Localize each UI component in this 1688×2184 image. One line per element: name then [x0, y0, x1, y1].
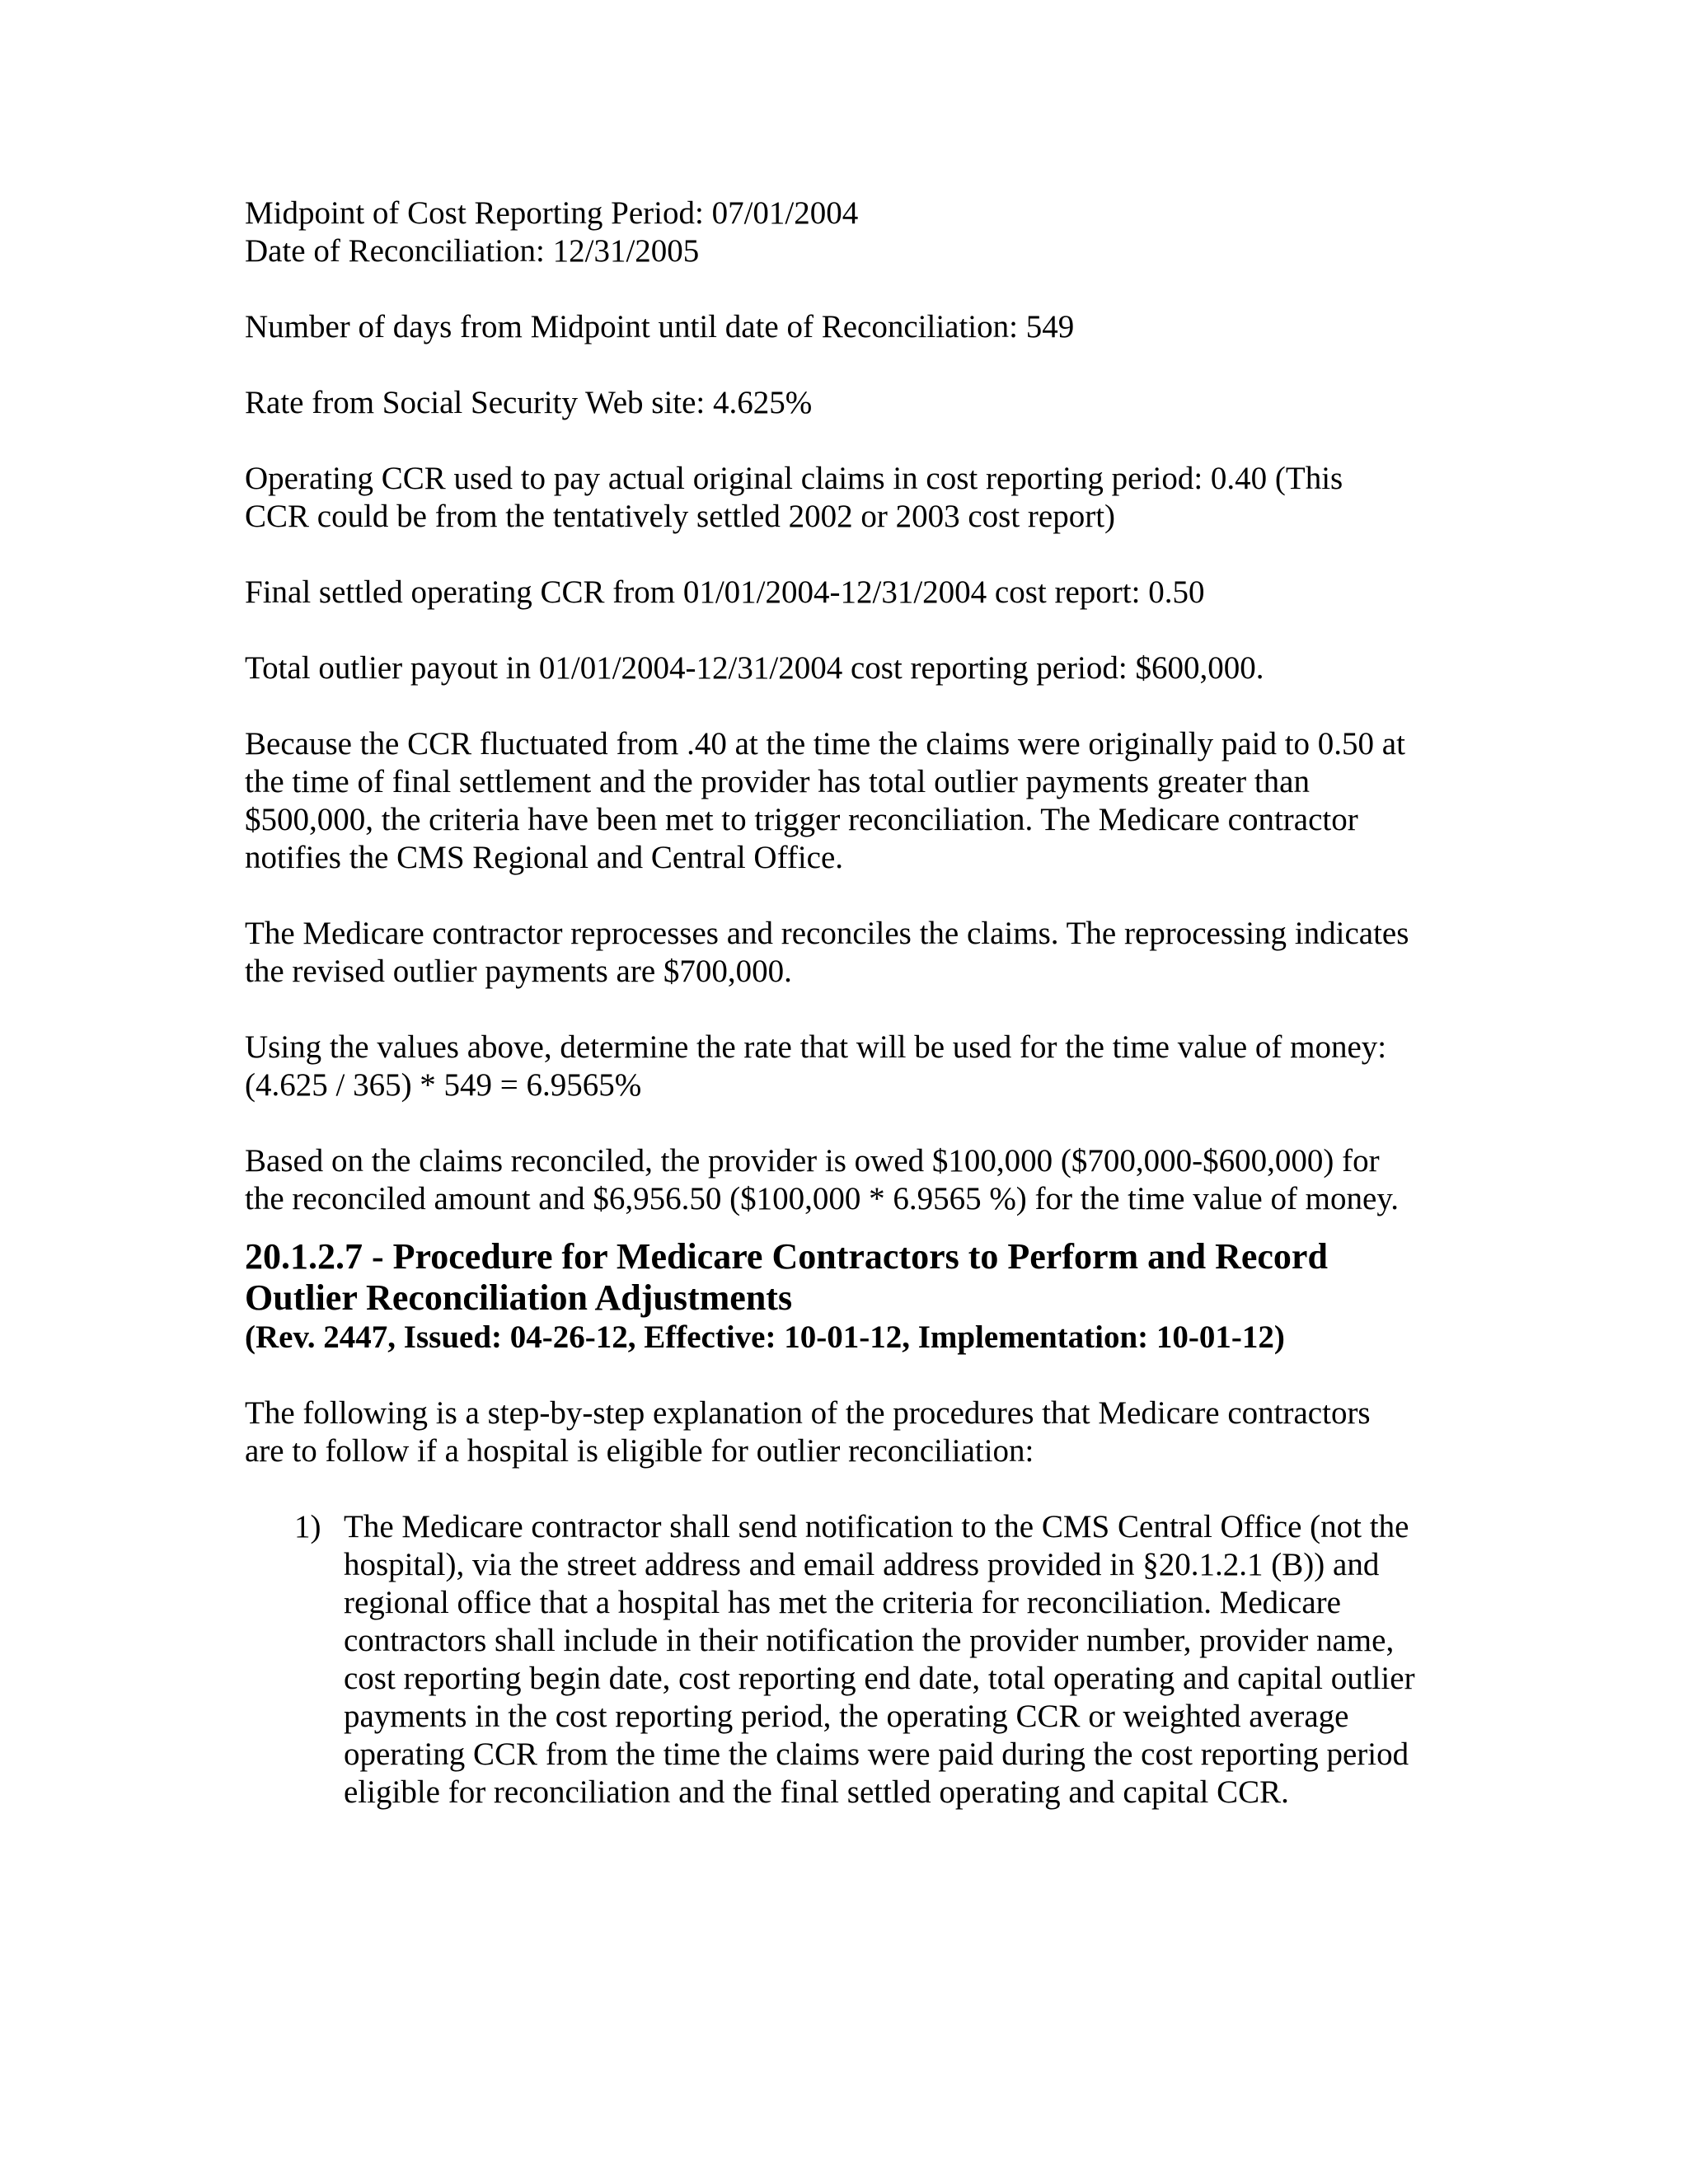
list-item-line: regional office that a hospital has met the criteria for reconciliation. Medicare [344, 1585, 1341, 1620]
because-line-1: Because the CCR fluctuated from .40 at the time the claims were originally paid to 0.50 at [245, 726, 1405, 762]
operating-ccr-line-2: CCR could be from the tentatively settled 2002 or 2003 cost report) [245, 499, 1116, 534]
document-page [245, 194, 1448, 1811]
because-line-2: the time of final settlement and the provider has total outlier payments greater than [245, 764, 1310, 799]
procedure-list [245, 1508, 1448, 1811]
list-item [245, 1508, 1448, 1811]
revision-line: (Rev. 2447, Issued: 04-26-12, Effective: 10-01-12, Implementation: 10-01-12) [245, 1319, 1285, 1355]
intro-line-1: The following is a step-by-step explanation of the procedures that Medicare contractors [245, 1395, 1371, 1431]
list-item-line: operating CCR from the time the claims were paid during the cost reporting period [344, 1736, 1409, 1772]
because-line-3: $500,000, the criteria have been met to trigger reconciliation. The Medicare contractor [245, 802, 1358, 837]
final-ccr-line: Final settled operating CCR from 01/01/2004-12/31/2004 cost report: 0.50 [245, 574, 1205, 610]
section-heading-line-2: Outlier Reconciliation Adjustments [245, 1277, 793, 1318]
list-item-line: hospital), via the street address and email address provided in §20.1.2.1 (B)) and [344, 1547, 1380, 1582]
reprocess-line-1: The Medicare contractor reprocesses and reconciles the claims. The reprocessing indicates [245, 916, 1409, 951]
intro-line-2: are to follow if a hospital is eligible for outlier reconciliation: [245, 1433, 1034, 1469]
list-item-line: cost reporting begin date, cost reporting end date, total operating and capital outlier [344, 1661, 1415, 1696]
total-outlier-line: Total outlier payout in 01/01/2004-12/31/2004 cost reporting period: $600,000. [245, 650, 1264, 686]
days-line: Number of days from Midpoint until date of Reconciliation: 549 [245, 309, 1075, 344]
based-line-2: the reconciled amount and $6,956.50 ($100,000 * 6.9565 %) for the time value of money. [245, 1181, 1400, 1216]
list-item-line: contractors shall include in their notification the provider number, provider name, [344, 1623, 1395, 1658]
reprocess-line-2: the revised outlier payments are $700,000. [245, 954, 792, 989]
using-line-1: Using the values above, determine the rate that will be used for the time value of money: [245, 1029, 1387, 1065]
list-item-line: payments in the cost reporting period, the operating CCR or weighted average [344, 1699, 1349, 1734]
list-item-line: The Medicare contractor shall send notification to the CMS Central Office (not the [344, 1509, 1409, 1544]
section-heading-line-1: 20.1.2.7 - Procedure for Medicare Contractors to Perform and Record [245, 1236, 1328, 1277]
list-item-number: 1) [294, 1509, 321, 1544]
list-item-line: eligible for reconciliation and the final settled operating and capital CCR. [344, 1774, 1289, 1810]
using-line-2: (4.625 / 365) * 549 = 6.9565% [245, 1067, 642, 1103]
reconciliation-date-line: Date of Reconciliation: 12/31/2005 [245, 233, 700, 269]
based-line-1: Based on the claims reconciled, the provider is owed $100,000 ($700,000-$600,000) for [245, 1143, 1380, 1179]
rate-line: Rate from Social Security Web site: 4.625% [245, 385, 813, 420]
because-line-4: notifies the CMS Regional and Central Office. [245, 840, 844, 875]
midpoint-line: Midpoint of Cost Reporting Period: 07/01/2004 [245, 195, 859, 231]
operating-ccr-line-1: Operating CCR used to pay actual original claims in cost reporting period: 0.40 (This [245, 461, 1343, 496]
